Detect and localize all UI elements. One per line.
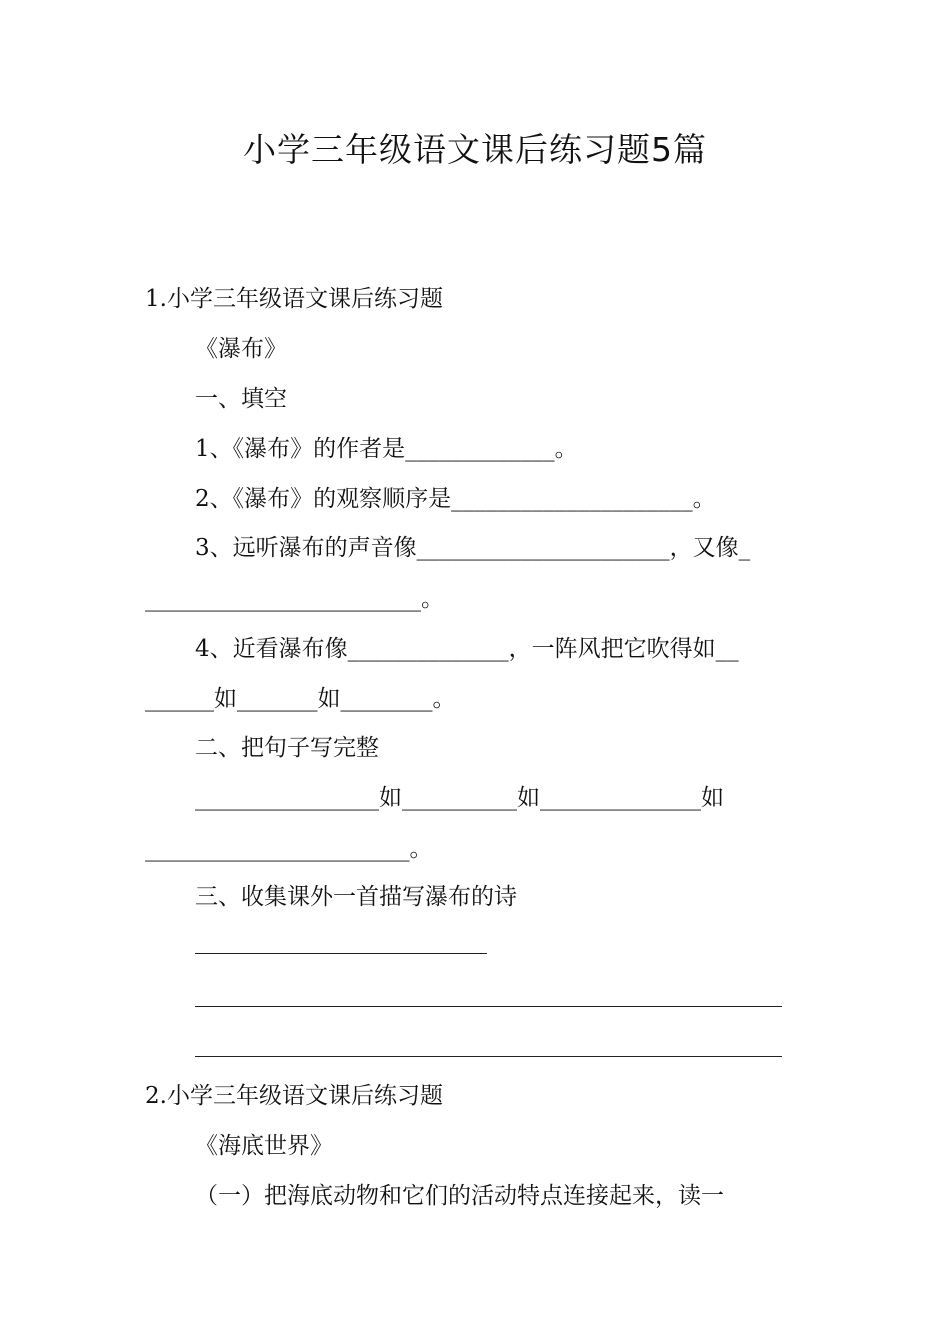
lesson-title-waterfall: 《瀑布》	[195, 336, 287, 362]
part-complete-sentence-heading: 二、把句子写完整	[195, 735, 379, 761]
answer-line-1	[195, 953, 487, 954]
question-3-line-2: ________________________。	[145, 586, 444, 612]
section-2-question-1: （一）把海底动物和它们的活动特点连接起来，读一	[195, 1183, 724, 1209]
part-poem-heading: 三、收集课外一首描写瀑布的诗	[195, 884, 517, 910]
answer-line-2	[195, 1006, 782, 1007]
question-1: 1、《瀑布》的作者是_____________。	[195, 436, 578, 462]
question-2: 2、《瀑布》的观察顺序是_____________________。	[195, 486, 716, 512]
lesson-title-undersea-world: 《海底世界》	[195, 1133, 333, 1159]
answer-line-3	[195, 1056, 782, 1057]
question-4-line-1: 4、近看瀑布像______________，一阵风把它吹得如__	[195, 636, 739, 662]
part-fill-blank-heading: 一、填空	[195, 386, 287, 412]
section-2-heading: 2.小学三年级语文课后练习题	[145, 1083, 443, 1109]
sentence-line-2: _______________________。	[145, 836, 433, 862]
section-1-heading: 1.小学三年级语文课后练习题	[145, 286, 443, 312]
page-title: 小学三年级语文课后练习题5篇	[243, 130, 707, 169]
question-3-line-1: 3、远听瀑布的声音像______________________，又像_	[195, 535, 751, 561]
question-4-line-2: ______如_______如________。	[145, 686, 456, 712]
sentence-line-1: ________________如__________如______________如	[195, 785, 724, 811]
